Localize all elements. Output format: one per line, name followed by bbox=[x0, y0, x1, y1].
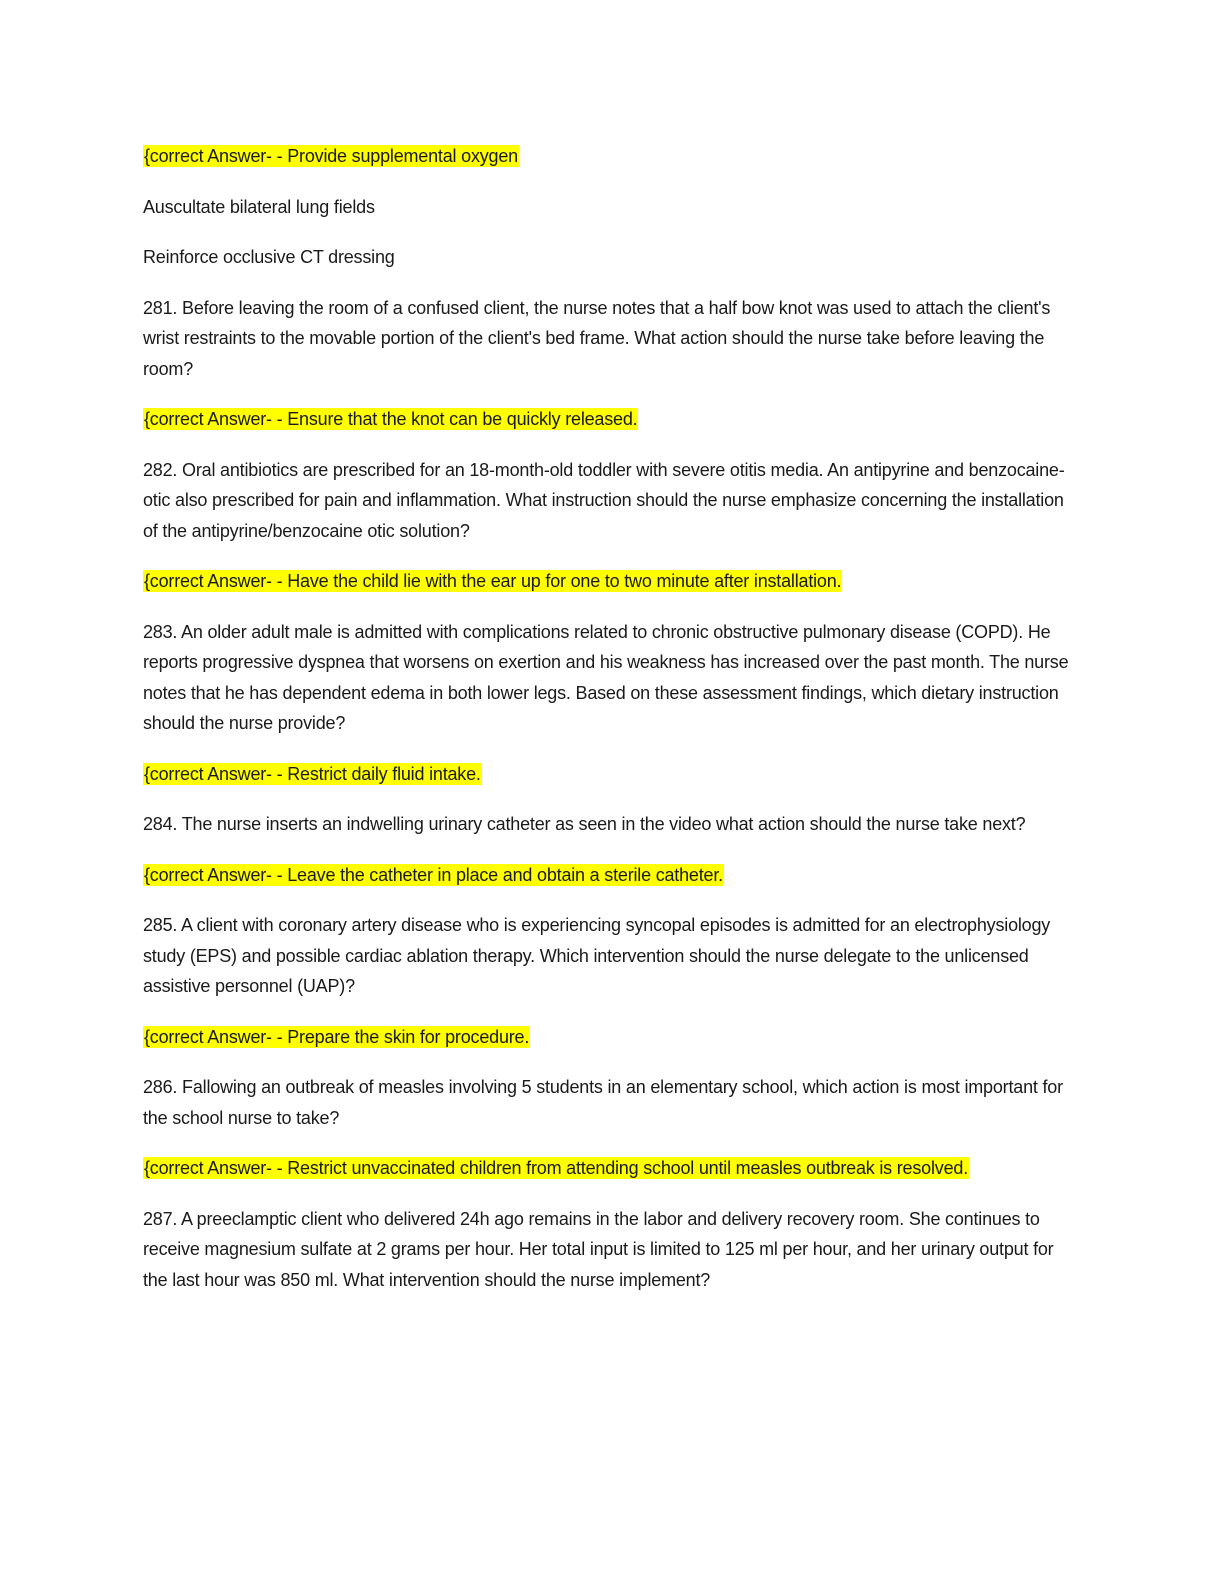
answer-285 bbox=[143, 1022, 1073, 1053]
question-285: 285. A client with coronary artery disease who is experiencing syncopal episodes is admitted for an electrophysiology study (EPS) and possible cardiac ablation therapy. Which intervention should the nurse delegate to the unlicensed assistive personnel (UAP)? bbox=[143, 915, 1051, 996]
answer-282 bbox=[143, 566, 1073, 597]
answer-286 bbox=[143, 1153, 1073, 1184]
answer-line bbox=[143, 141, 1073, 172]
correct-answer-highlight: {correct Answer- - Ensure that the knot can be quickly released. bbox=[144, 409, 638, 429]
option-line: Auscultate bilateral lung fields bbox=[143, 196, 375, 217]
document-body bbox=[143, 141, 1073, 1315]
answer-281 bbox=[143, 404, 1073, 435]
correct-answer-highlight: {correct Answer- - Restrict unvaccinated children from attending school until measles outbreak is resolved. bbox=[144, 1158, 968, 1178]
question-282: 282. Oral antibiotics are prescribed for an 18-month-old toddler with severe otitis media. An antipyrine and benzocaine-otic also prescribed for pain and inflammation. What instruction should the nurse emphasize concerning the installation of the antipyrine/benzocaine otic solution? bbox=[143, 459, 1065, 541]
question-286: 286. Fallowing an outbreak of measles involving 5 students in an elementary school, which action is most important for the school nurse to take? bbox=[143, 1077, 1063, 1128]
correct-answer-highlight: {correct Answer- - Provide supplemental oxygen bbox=[144, 146, 518, 166]
question-287: 287. A preeclamptic client who delivered 24h ago remains in the labor and delivery recovery room. She continues to receive magnesium sulfate at 2 grams per hour. Her total input is limited to 125 ml per hour, and her urinary output for the last hour was 850 ml. What intervention should the nurse implement? bbox=[143, 1208, 1054, 1290]
answer-283 bbox=[143, 759, 1073, 790]
correct-answer-highlight: {correct Answer- - Prepare the skin for procedure. bbox=[144, 1026, 530, 1047]
question-281: 281. Before leaving the room of a confused client, the nurse notes that a half bow knot was used to attach the client's wrist restraints to the movable portion of the client's bed frame. What action should the nurse take before leaving the room? bbox=[143, 297, 1051, 379]
answer-284 bbox=[143, 860, 1073, 891]
correct-answer-highlight: {correct Answer- - Have the child lie with the ear up for one to two minute after installation. bbox=[144, 571, 842, 591]
question-283: 283. An older adult male is admitted with complications related to chronic obstructive pulmonary disease (COPD). He reports progressive dyspnea that worsens on exertion and his weakness has increased over the past month. The nurse notes that he has dependent edema in both lower legs. Based on these assessment findings, which dietary instruction should the nurse provide? bbox=[143, 621, 1069, 733]
question-284: 284. The nurse inserts an indwelling urinary catheter as seen in the video what action should the nurse take next? bbox=[143, 814, 1026, 834]
correct-answer-highlight: {correct Answer- - Restrict daily fluid intake. bbox=[144, 763, 481, 784]
correct-answer-highlight: {correct Answer- - Leave the catheter in place and obtain a sterile catheter. bbox=[144, 864, 723, 885]
option-line: Reinforce occlusive CT dressing bbox=[143, 247, 395, 267]
